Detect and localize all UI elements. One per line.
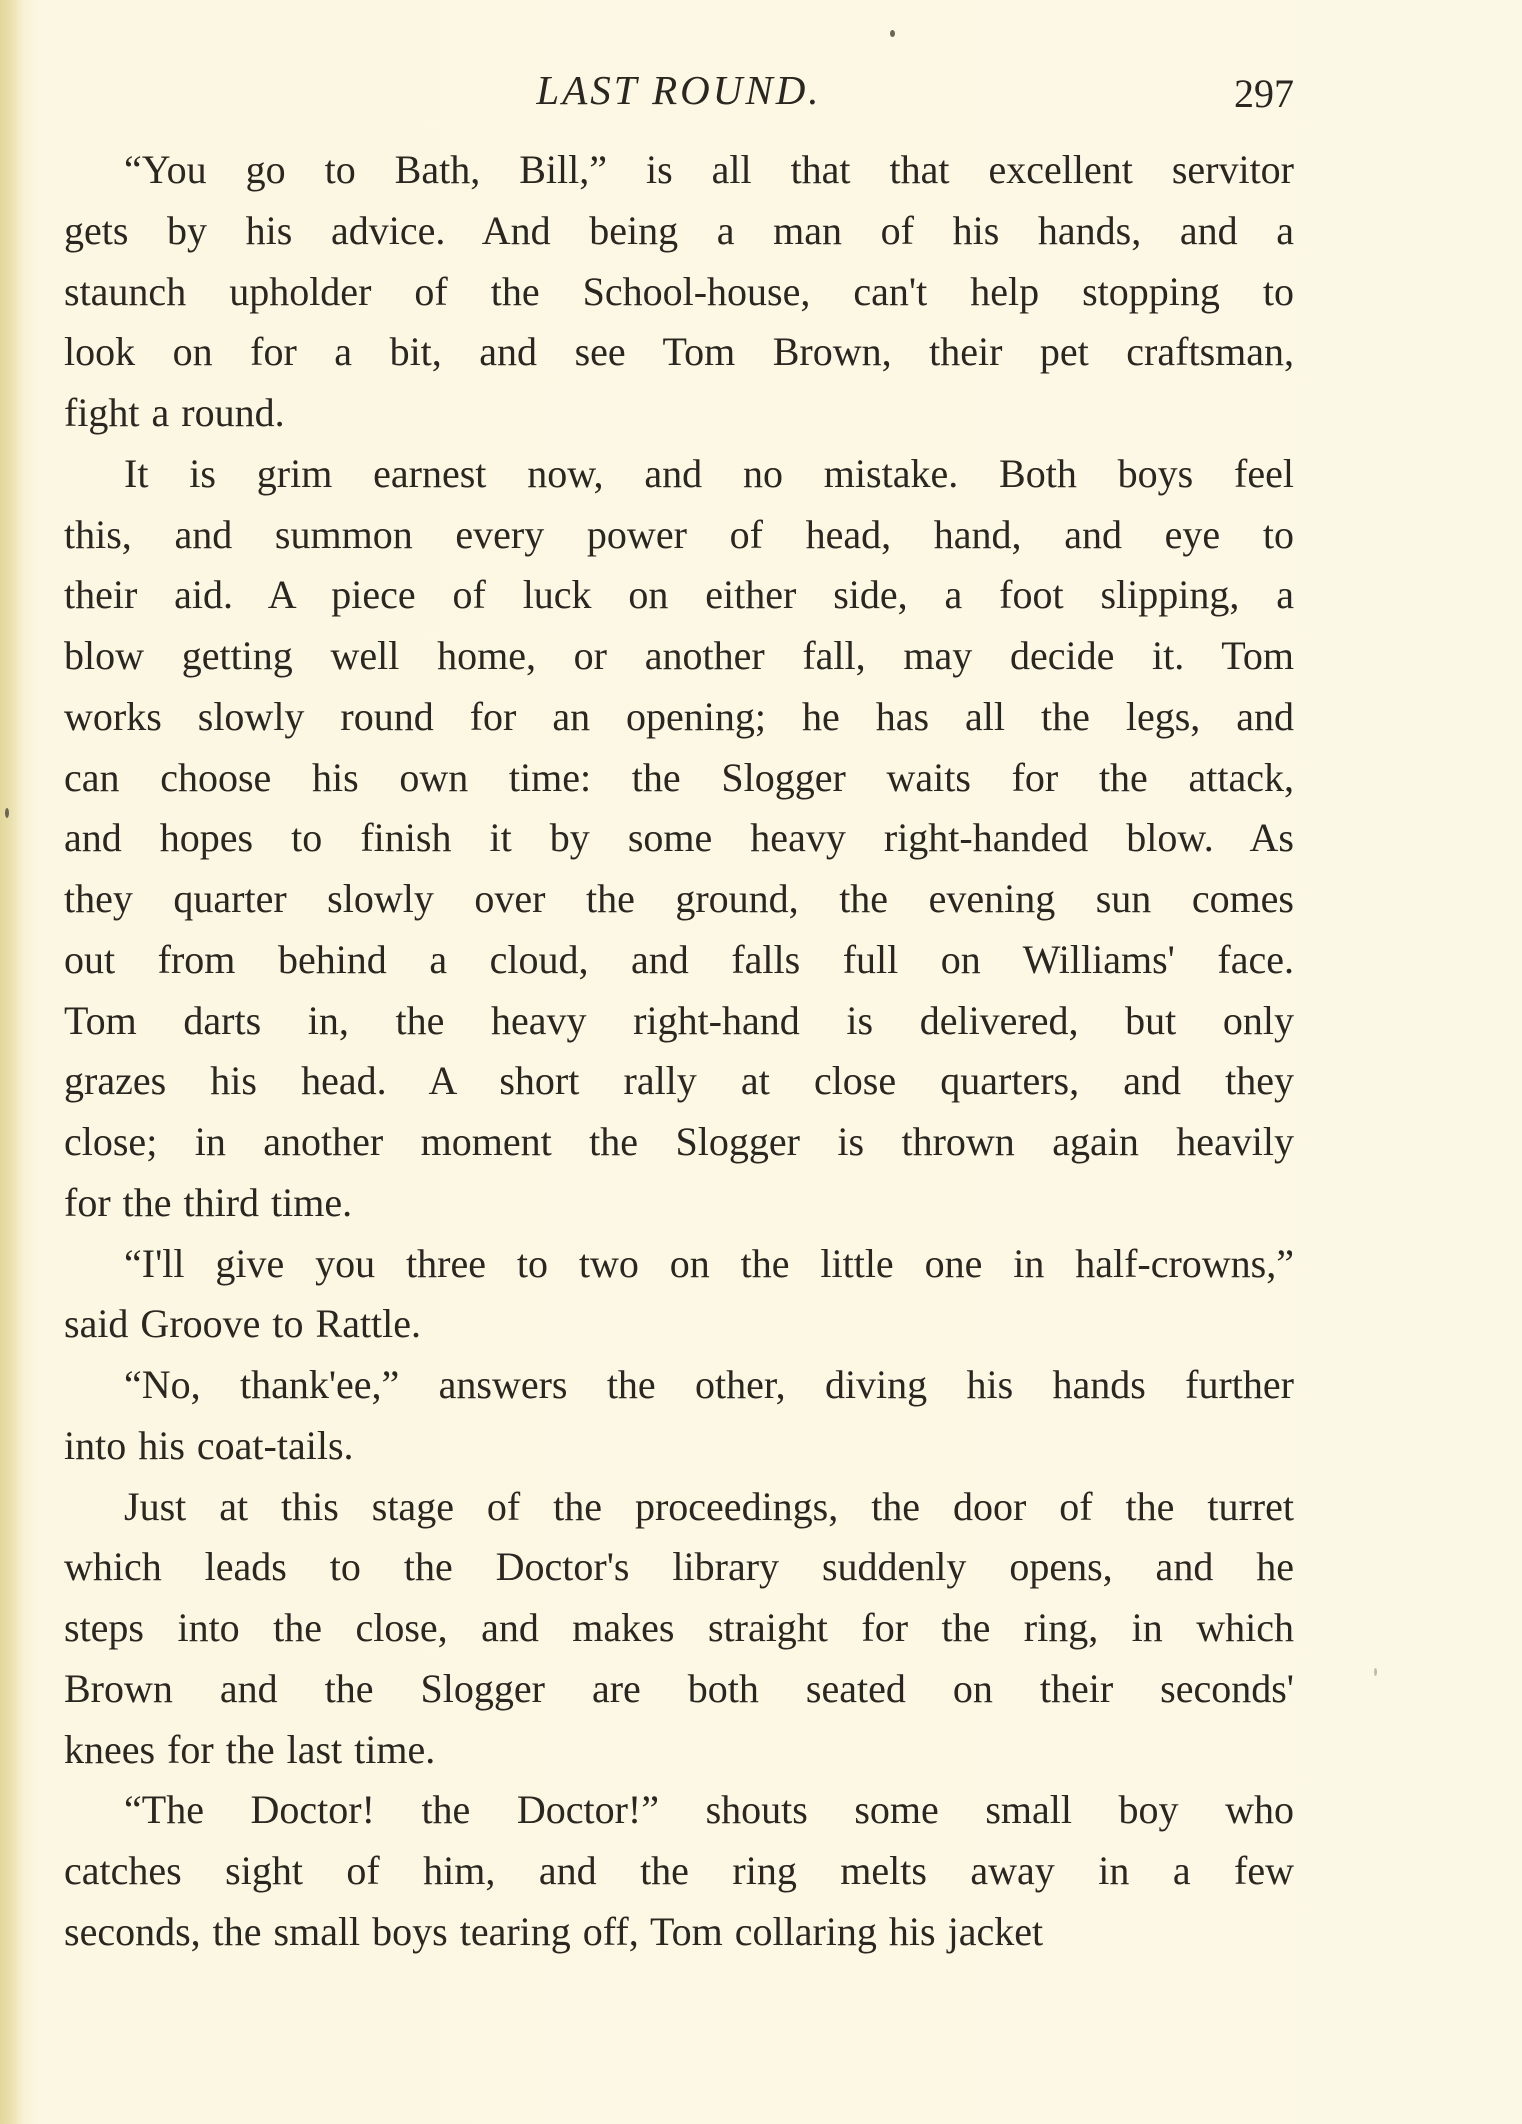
text-line: they quarter slowly over the ground, the evening sun comes: [64, 876, 1294, 921]
text-line: fight a round.: [64, 390, 285, 435]
paragraph: [64, 140, 1294, 444]
running-head: LAST ROUND.: [536, 67, 822, 113]
text-line: blow getting well home, or another fall, may decide it. Tom: [64, 633, 1294, 678]
text-line: look on for a bit, and see Tom Brown, their pet craftsman,: [64, 329, 1294, 375]
text-line: “I'll give you three to two on the little one in half-crowns,”: [124, 1240, 1294, 1286]
text-line: works slowly round for an opening; he has all the legs, and: [64, 693, 1294, 739]
text-line: steps into the close, and makes straight for the ring, in which: [64, 1605, 1294, 1650]
text-line: Just at this stage of the proceedings, the door of the turret: [124, 1483, 1294, 1529]
spine-shadow: [0, 0, 24, 2124]
text-line: “No, thank'ee,” answers the other, diving his hands further: [124, 1362, 1294, 1407]
text-line: for the third time.: [64, 1179, 353, 1225]
paragraph: [64, 1477, 1294, 1781]
body-text: [64, 140, 1294, 1963]
text-line: close; in another moment the Slogger is thrown again heavily: [64, 1119, 1294, 1164]
paragraph: [64, 444, 1294, 1234]
text-line: this, and summon every power of head, hand, and eye to: [64, 511, 1294, 557]
text-line: knees for the last time.: [64, 1726, 436, 1772]
text-line: their aid. A piece of luck on either side, a foot slipping, a: [64, 572, 1294, 618]
text-line: grazes his head. A short rally at close quarters, and they: [64, 1058, 1294, 1104]
ink-speck: [1374, 1668, 1377, 1676]
text-line: and hopes to finish it by some heavy right-handed blow. As: [64, 815, 1294, 861]
text-line: said Groove to Rattle.: [64, 1301, 422, 1347]
text-line: into his coat-tails.: [64, 1422, 354, 1468]
text-line: staunch upholder of the School-house, can't help stopping to: [64, 268, 1294, 314]
text-line: gets by his advice. And being a man of his hands, and a: [64, 207, 1294, 253]
text-line: which leads to the Doctor's library suddenly opens, and he: [64, 1544, 1294, 1590]
text-line: out from behind a cloud, and falls full on Williams' face.: [64, 936, 1294, 982]
paragraph: [64, 1234, 1294, 1356]
text-line: “You go to Bath, Bill,” is all that that excellent servitor: [124, 147, 1294, 192]
ink-speck: [5, 808, 9, 818]
text-line: “The Doctor! the Doctor!” shouts some small boy who: [124, 1787, 1294, 1833]
text-line: It is grim earnest now, and no mistake. Both boys feel: [124, 450, 1294, 496]
page-number: 297: [1234, 71, 1294, 116]
page-header: [64, 60, 1294, 120]
paragraph: [64, 1780, 1294, 1962]
text-line: Brown and the Slogger are both seated on their seconds': [64, 1665, 1294, 1711]
text-line: can choose his own time: the Slogger waits for the attack,: [64, 754, 1294, 800]
text-line: seconds, the small boys tearing off, Tom collaring his jacket: [64, 1908, 1044, 1954]
text-line: catches sight of him, and the ring melts away in a few: [64, 1848, 1294, 1893]
ink-speck: [890, 30, 895, 37]
paragraph: [64, 1355, 1294, 1477]
text-line: Tom darts in, the heavy right-hand is delivered, but only: [64, 997, 1294, 1043]
